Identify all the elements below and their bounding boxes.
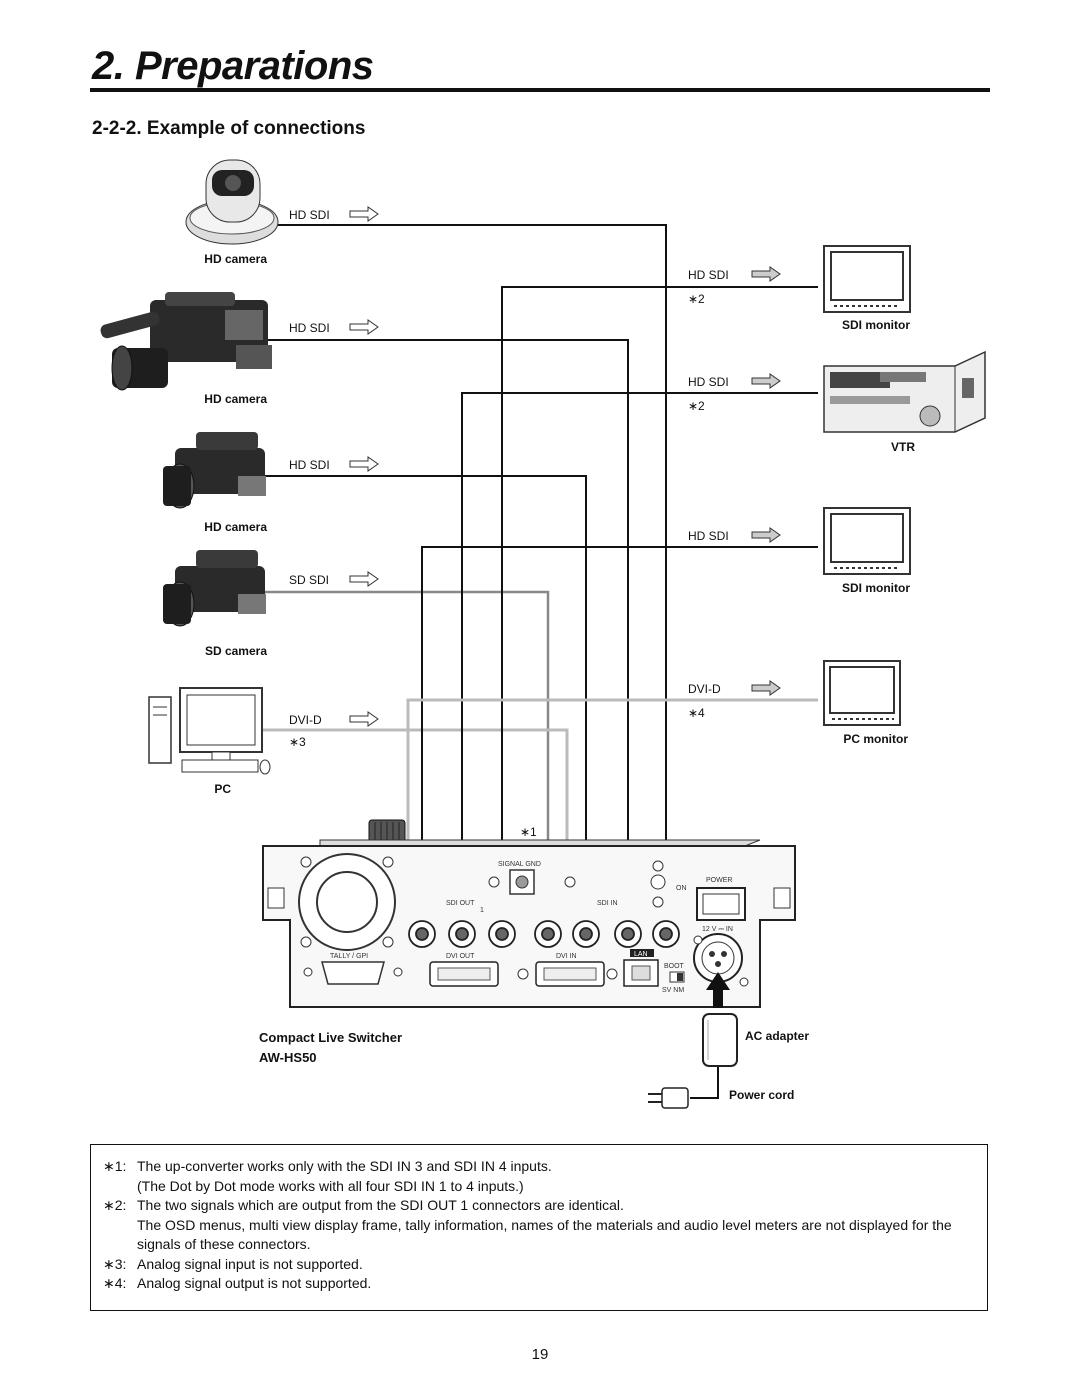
tally-label: TALLY / GPI: [330, 953, 369, 960]
note-mark: ∗4: [688, 706, 705, 720]
footnote-text: The OSD menus, multi view display frame, tally information, names of the materials and audio level meters are not displayed for the signals of these connectors.: [137, 1216, 952, 1252]
signal-label: DVI-D: [289, 713, 322, 727]
note-mark: ∗1: [520, 825, 537, 839]
cable-power-cord: [690, 1066, 718, 1098]
power-label: POWER: [706, 877, 733, 884]
sd-camera-icon: [163, 550, 266, 626]
footnote-mark: ∗2:: [103, 1197, 127, 1213]
vtr-icon: [824, 352, 985, 432]
footnote-mark: [103, 1177, 137, 1197]
device-label: PC: [214, 782, 231, 796]
section-heading: 2-2-2. Example of connections: [92, 118, 366, 139]
dvi-out-label: DVI OUT: [446, 953, 475, 960]
switcher-name: Compact Live Switcher: [259, 1030, 403, 1045]
footnote-text: Analog signal input is not supported.: [137, 1255, 363, 1272]
device-label: PC monitor: [843, 732, 908, 746]
signal-label: HD SDI: [289, 321, 330, 335]
device-label: VTR: [891, 440, 915, 454]
device-label: SDI monitor: [842, 318, 910, 332]
device-label: HD camera: [204, 520, 267, 534]
signal-label: HD SDI: [688, 529, 729, 543]
power-plug-icon: [648, 1088, 688, 1108]
device-label: SD camera: [204, 644, 267, 658]
sv-nm-label: SV NM: [662, 987, 685, 994]
footnote-text: The two signals which are output from the SDI OUT 1 connectors are identical.: [137, 1197, 624, 1213]
ptz-camera-icon: [186, 160, 278, 244]
signal-label: HD SDI: [688, 268, 729, 282]
sdi-out-label: SDI OUT: [446, 900, 475, 907]
signal-label: DVI-D: [688, 682, 721, 696]
switcher-model: AW-HS50: [259, 1050, 317, 1065]
boot-label: BOOT: [664, 963, 684, 970]
footnote-mark: ∗4:: [103, 1275, 127, 1291]
signal-label: HD SDI: [289, 208, 330, 222]
device-label: AC adapter: [745, 1029, 810, 1043]
footnote: [103, 1216, 987, 1255]
device-label: HD camera: [204, 252, 267, 266]
signal-labels: [289, 207, 780, 749]
lan-label: LAN: [634, 951, 648, 958]
footnotes-box: [90, 1144, 988, 1311]
signal-label: HD SDI: [688, 375, 729, 389]
footnote-mark: ∗3:: [103, 1255, 127, 1272]
footnote: [103, 1157, 987, 1177]
page-title: 2. Preparations: [92, 44, 374, 88]
note-mark: ∗2: [688, 399, 705, 413]
signal-label: HD SDI: [289, 458, 330, 472]
page-number: 19: [531, 1346, 549, 1363]
footnote: [103, 1196, 987, 1216]
port-number-label: 1: [480, 907, 484, 914]
signal-label: SD SDI: [289, 573, 330, 587]
handheld-camera-icon: [163, 432, 266, 508]
device-label: Power cord: [729, 1088, 795, 1102]
footnote-text: The up-converter works only with the SDI IN 3 and SDI IN 4 inputs.: [137, 1158, 552, 1174]
footnote: [103, 1177, 987, 1197]
dvi-in-label: DVI IN: [556, 953, 577, 960]
signal-gnd-label: SIGNAL GND: [498, 861, 541, 868]
pc-monitor-icon: [824, 661, 900, 725]
on-label: ON: [676, 885, 687, 892]
note-mark: ∗3: [289, 735, 306, 749]
footnote-mark: [103, 1216, 137, 1255]
device-label: SDI monitor: [842, 581, 910, 595]
pc-icon: [149, 688, 270, 774]
dc-in-label: 12 V ⎓ IN: [702, 926, 733, 933]
footnote-text: (The Dot by Dot mode works with all four SDI IN 1 to 4 inputs.): [137, 1177, 524, 1194]
note-mark: ∗2: [688, 292, 705, 306]
device-label: HD camera: [204, 392, 267, 406]
footnote-text: Analog signal output is not supported.: [137, 1275, 372, 1291]
shoulder-camera-icon: [99, 292, 272, 390]
sdi-monitor-icon: [824, 246, 910, 312]
sdi-in-label: SDI IN: [597, 900, 618, 907]
ac-adapter-icon: [703, 1014, 737, 1066]
footnote: [103, 1255, 987, 1275]
footnote-mark: ∗1:: [103, 1158, 127, 1174]
footnote: [103, 1274, 987, 1294]
sdi-monitor-icon: [824, 508, 910, 574]
